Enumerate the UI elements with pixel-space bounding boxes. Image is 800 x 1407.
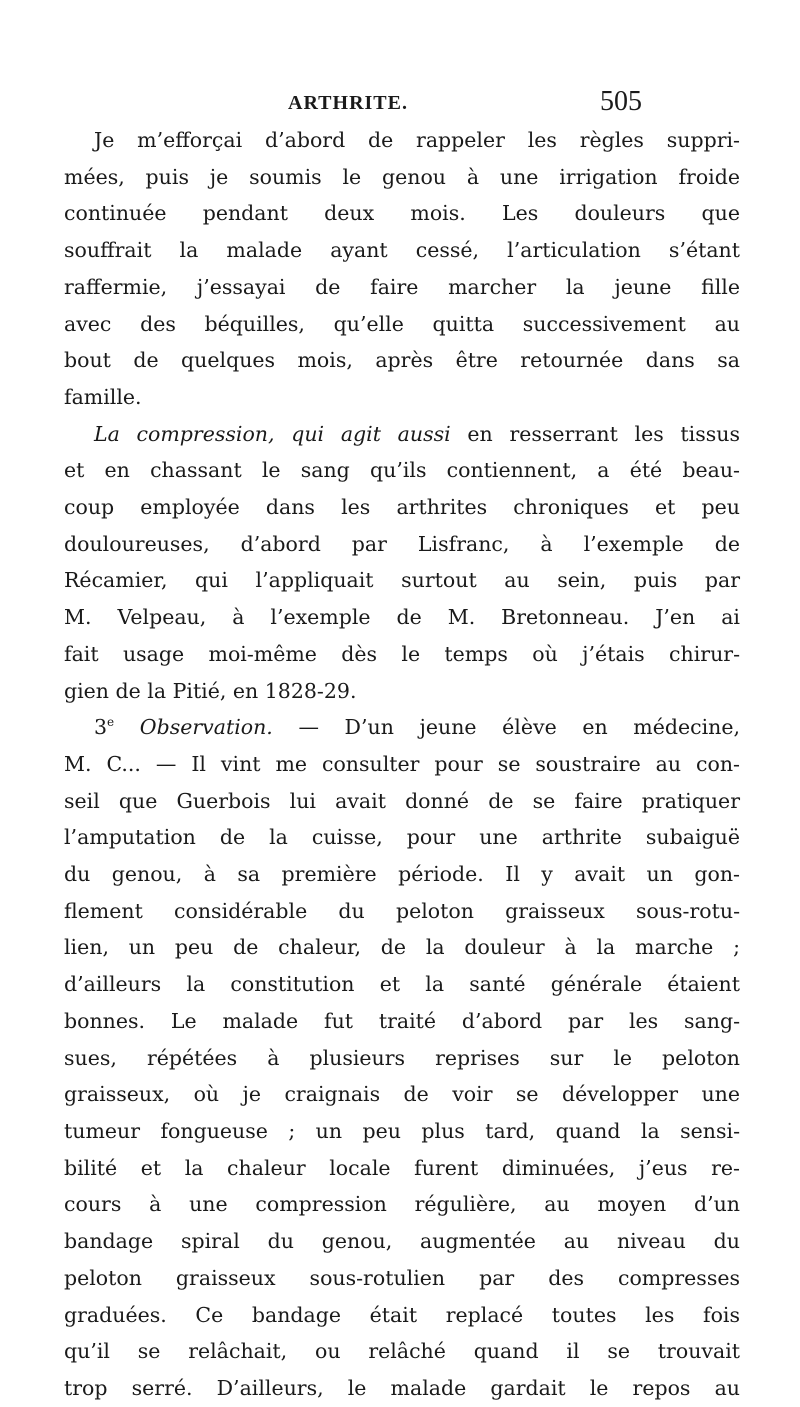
text-line: graduées. Ce bandage était replacé toutes les fois [64, 1302, 740, 1327]
text-line: bout de quelques mois, après être retournée dans sa [64, 348, 740, 373]
text-line: M. Velpeau, à l’exemple de M. Bretonneau. J’en ai [64, 605, 740, 630]
text-line [64, 709, 740, 746]
text-line: tumeur fongueuse ; un peu plus tard, quand la sensi- [64, 1118, 740, 1143]
text-line: seil que Guerbois lui avait donné de se faire pratiquer [64, 788, 740, 813]
text-line: du genou, à sa première période. Il y avait un gon- [64, 862, 740, 887]
text-line: mées, puis je soumis le genou à une irrigation froide [64, 164, 740, 189]
text-line: bilité et la chaleur locale furent diminuées, j’eus re- [64, 1155, 740, 1180]
text-line: fait usage moi-même dès le temps où j’étais chirur- [64, 641, 740, 666]
text-line: bandage spiral du genou, augmentée au niveau du [64, 1229, 740, 1254]
text-line: douloureuses, d’abord par Lisfranc, à l’exemple de [64, 531, 740, 556]
text-line: graisseux, où je craignais de voir se développer une [64, 1082, 740, 1107]
italic-phrase: La compression, qui agit aussi [94, 421, 451, 446]
body-text [64, 122, 740, 1407]
text-line: cours à une compression régulière, au moyen d’un [64, 1192, 740, 1217]
text-line: famille. [64, 384, 142, 409]
italic-phrase: Observation. [114, 715, 273, 740]
text-line: peloton graisseux sous-rotulien par des compresses [64, 1265, 740, 1290]
text-line: coup employée dans les arthrites chroniques et peu [64, 495, 740, 520]
text-line: trop serré. D’ailleurs, le malade gardait le repos au [64, 1375, 740, 1400]
text-line: lien, un peu de chaleur, de la douleur à la marche ; [64, 935, 740, 960]
line-text: — D’un jeune élève en médecine, [272, 715, 740, 740]
text-line: Je m’efforçai d’abord de rappeler les règles suppri- [94, 128, 740, 152]
text-line: Récamier, qui l’appliquait surtout au sein, puis par [64, 568, 740, 593]
text-line: flement considérable du peloton graisseux sous-rotu- [64, 898, 740, 923]
running-title: ARTHRITE. [288, 92, 408, 114]
text-line: continuée pendant deux mois. Les douleurs que [64, 201, 740, 226]
observation-number: 3 [94, 715, 108, 740]
text-line: avec des béquilles, qu’elle quitta successivement au [64, 311, 740, 336]
line-text: en resserrant les tissus [450, 421, 740, 446]
text-line: et en chassant le sang qu’ils contiennent, a été beau- [64, 458, 740, 483]
page-number: 505 [600, 86, 642, 117]
text-line [64, 416, 740, 453]
text-line: souffrait la malade ayant cessé, l’articulation s’étant [64, 238, 740, 263]
text-line: sues, répétées à plusieurs reprises sur le peloton [64, 1045, 740, 1070]
ordinal-suffix: e [107, 715, 115, 730]
text-line: qu’il se relâchait, ou relâché quand il se trouvait [64, 1339, 740, 1364]
text-line: gien de la Pitié, en 1828-29. [64, 678, 357, 703]
text-line: raffermie, j’essayai de faire marcher la jeune fille [64, 274, 740, 299]
text-line: M. C... — Il vint me consulter pour se soustraire au con- [64, 751, 740, 776]
page-header [0, 86, 800, 122]
text-line: l’amputation de la cuisse, pour une arthrite subaiguë [64, 825, 740, 850]
text-line: bonnes. Le malade fut traité d’abord par les sang- [64, 1008, 740, 1033]
text-line: d’ailleurs la constitution et la santé générale étaient [64, 972, 740, 997]
